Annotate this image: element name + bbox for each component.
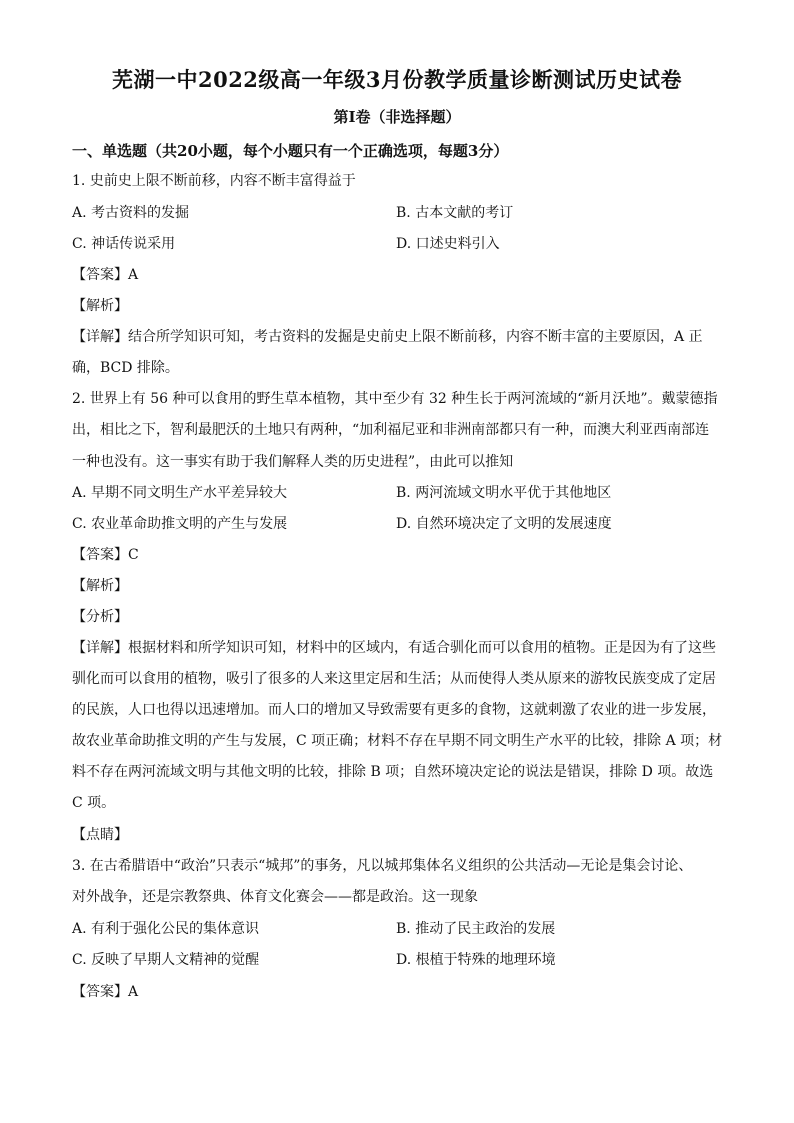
question-2-detail-line: 料不存在两河流域文明与其他文明的比较，排除 B 项；自然环境决定论的说法是错误，排除 D 项。故选 (72, 764, 714, 780)
question-2-detail-line: 驯化而可以食用的植物，吸引了很多的人来这里定居和生活；从而使得人类从原来的游牧民族变成了定居 (72, 671, 716, 687)
question-1-stem: 1. 史前史上限不断前移，内容不断丰富得益于 (72, 173, 356, 189)
question-2-analysis-label: 【解析】 (72, 578, 128, 594)
question-2-fenxi-label: 【分析】 (72, 609, 128, 625)
question-2-option-c: C. 农业革命助推文明的产生与发展 (72, 516, 288, 532)
question-2-answer: 【答案】C (72, 547, 139, 563)
question-1-detail-line: 【详解】结合所学知识可知，考古资料的发掘是史前史上限不断前移，内容不断丰富的主要原因，A 正 (72, 329, 703, 345)
question-2-option-d: D. 自然环境决定了文明的发展速度 (396, 516, 612, 532)
question-2-detail-line: 的民族，人口也得以迅速增加。而人口的增加又导致需要有更多的食物，这就刺激了农业的进一步发展， (72, 702, 716, 718)
page-title: 芜湖一中2022级高一年级3月份教学质量诊断测试历史试卷 (111, 67, 683, 92)
question-2-stem-line: 2. 世界上有 56 种可以食用的野生草本植物，其中至少有 32 种生长于两河流域的“新月沃地”。戴蒙德指 (72, 391, 718, 407)
paper-part-subtitle: 第Ⅰ卷（非选择题） (333, 108, 461, 126)
question-3-stem-line: 3. 在古希腊语中“政治”只表示“城邦”的事务，凡以城邦集体名义组织的公共活动—无论是集会讨论、 (72, 858, 693, 874)
question-2-detail-line: 故农业革命助推文明的产生与发展，C 项正确；材料不存在早期不同文明生产水平的比较，排除 A 项；材 (72, 733, 723, 749)
question-3-stem-line: 对外战争，还是宗教祭典、体育文化赛会——都是政治。这一现象 (72, 889, 478, 905)
question-3-answer: 【答案】A (72, 984, 139, 1000)
question-3-option-a: A. 有利于强化公民的集体意识 (72, 921, 260, 937)
question-2-stem-line: 出，相比之下，智利最肥沃的土地只有两种，“加利福尼亚和非洲南部都只有一种，而澳大利亚西南部连 (72, 422, 710, 438)
question-3-option-d: D. 根植于特殊的地理环境 (396, 952, 556, 968)
question-2-option-b: B. 两河流域文明水平优于其他地区 (396, 485, 612, 501)
question-2-stem-line: 一种也没有。这一事实有助于我们解释人类的历史进程”，由此可以推知 (72, 454, 514, 470)
question-1-option-c: C. 神话传说采用 (72, 236, 176, 252)
question-1-analysis-label: 【解析】 (72, 298, 128, 314)
question-2-option-a: A. 早期不同文明生产水平差异较大 (72, 485, 288, 501)
question-1-option-b: B. 古本文献的考订 (396, 205, 514, 221)
question-3-option-b: B. 推动了民主政治的发展 (396, 921, 556, 937)
question-2-dianjing-label: 【点睛】 (72, 827, 128, 843)
question-1-detail-line: 确，BCD 排除。 (72, 360, 179, 376)
question-3-option-c: C. 反映了早期人文精神的觉醒 (72, 952, 260, 968)
section-heading: 一、单选题（共20小题，每个小题只有一个正确选项，每题3分） (72, 142, 509, 160)
question-2-detail-line: 【详解】根据材料和所学知识可知，材料中的区域内，有适合驯化而可以食用的植物。正是因为有了这些 (72, 640, 716, 656)
question-1-option-a: A. 考古资料的发掘 (72, 205, 190, 221)
question-2-detail-line: C 项。 (72, 795, 116, 811)
question-1-answer: 【答案】A (72, 267, 139, 283)
question-1-option-d: D. 口述史料引入 (396, 236, 500, 252)
